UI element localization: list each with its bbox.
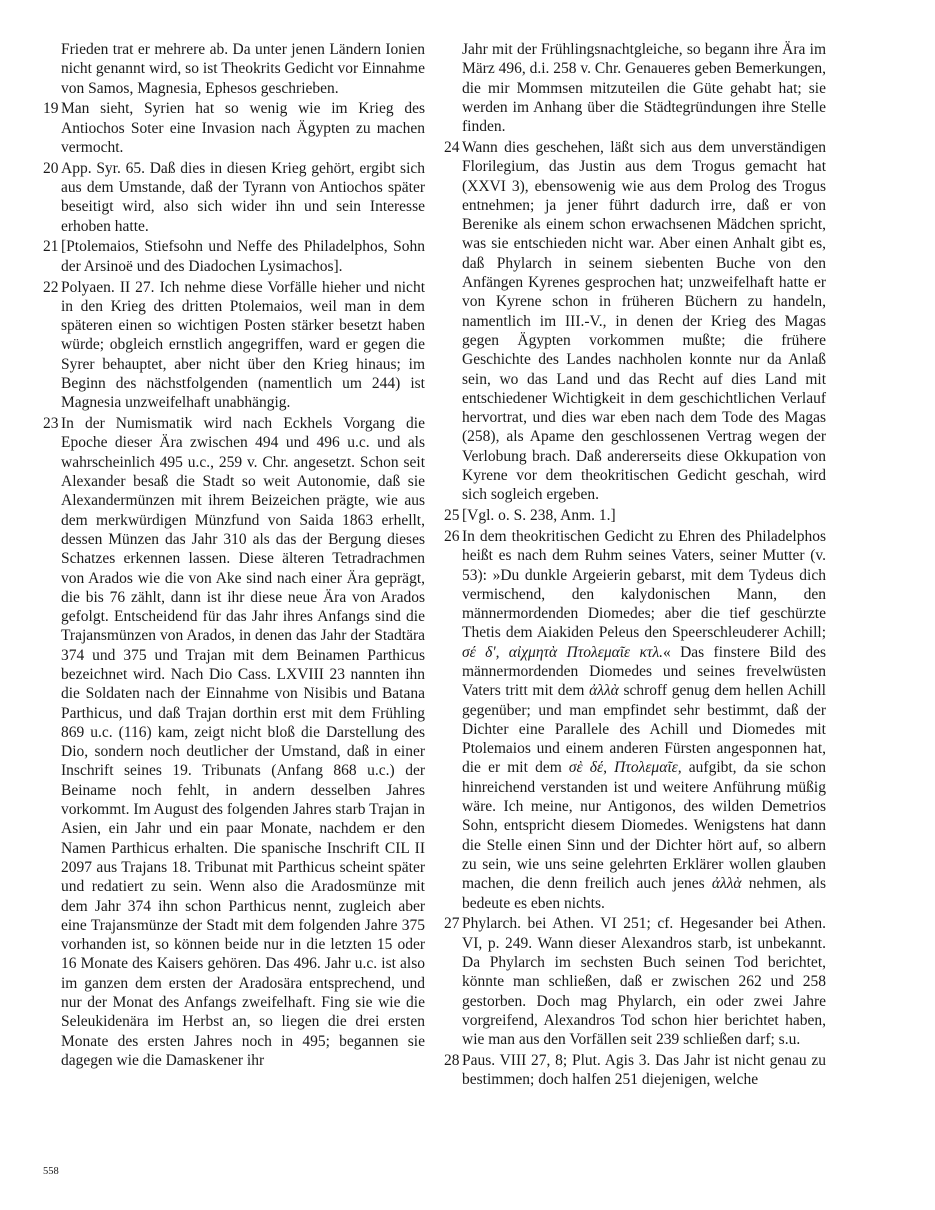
footnote-text: aufgibt, da sie schon hinreichend verstanden ist und weitere Anführung müßig wäre. Ich meine, nur Antigonos, des wilden Demetrios Sohn, entspricht diesem Diomedes. Wenigstens hat dann die Stelle einen Sinn und der Dichter hört auf, so albern zu sein, wie uns seine gelehrten Erklärer wollen glauben machen, die denn freilich auch jenes xyxy=(462,759,826,893)
footnote-text: [Vgl. o. S. 238, Anm. 1.] xyxy=(462,507,616,525)
page-number: 558 xyxy=(43,1166,59,1177)
left-column xyxy=(43,40,425,1072)
footnote-text: nehmen, als bedeute es eben nichts. xyxy=(462,875,826,912)
footnote-19 xyxy=(43,99,425,157)
footnote-number: 21 xyxy=(43,238,59,256)
footnote-number: 28 xyxy=(444,1051,460,1069)
footnote-text: Phylarch. bei Athen. VI 251; cf. Hegesander bei Athen. VI, p. 249. Wann dieser Alexandros starb, ist unbekannt. Da Phylarch im sechsten Buch seinen Tod berichtet, könnte man schließen, daß er zwischen 262 und 258 gestorben. Doch mag Phylarch, ein oder zwei Jahre vorgreifend, Alexandros Tod schon hier berichtet haben, wie man aus den Vorfällen seit 239 schließen darf; s.u. xyxy=(462,915,826,1049)
greek-word: ἀλλὰ xyxy=(589,682,619,700)
footnote-27 xyxy=(444,914,826,1049)
right-column xyxy=(444,40,826,1091)
footnote-number: 22 xyxy=(43,278,59,296)
footnote-text: Jahr mit der Frühlingsnachtgleiche, so begann ihre Ära im März 496, d.i. 258 v. Chr. Genaueres geben Bemerkungen, die mir Mommsen mitzuteilen die Güte gehabt hat; sie werden im Anhang über die Städtegründungen ihre Stelle finden. xyxy=(462,41,827,136)
footnote-text: Man sieht, Syrien hat so wenig wie im Krieg des Antiochos Soter eine Invasion nach Ägypten zu machen vermocht. xyxy=(61,100,425,156)
footnote-number: 27 xyxy=(444,915,460,933)
footnote-text: In dem theokritischen Gedicht zu Ehren des Philadelphos heißt es nach dem Ruhm seines Vaters, seiner Mutter (v. 53): »Du dunkle Argeierin gebarst, mit dem Tydeus dich vermischend, den kalydonischen Mann, den männermordenden Diomedes; aber die tief geschürzte Thetis dem Aiakiden Peleus den Speerschleuderer Achill; xyxy=(462,527,826,642)
footnote-text: [Ptolemaios, Stiefsohn und Neffe des Philadelphos, Sohn der Arsinoë und des Diadochen Lysimachos]. xyxy=(61,238,425,275)
footnote-21 xyxy=(43,237,425,276)
footnote-text: Polyaen. II 27. Ich nehme diese Vorfälle hieher und nicht in den Krieg des dritten Ptolemaios, weil man in dem späteren einen so wichtigen Posten stärker besetzt haben würde; obgleich ernstlich angegriffen, ward er gegen die Syrer behauptet, aber nicht über den Krieg hinaus; im Beginn des nächstfolgenden (namentlich um 244) ist Magnesia unzweifelhaft unabhängig. xyxy=(61,278,425,412)
footnote-continuation xyxy=(43,40,425,98)
footnote-text: Wann dies geschehen, läßt sich aus dem unverständigen Florilegium, das Justin aus dem Trogus gemacht hat (XXVI 3), ebensowenig wie aus dem Prolog des Trogus entnehmen; ja jener führt dadurch irre, daß er von Berenike als einem schon erwachsenen Mädchen spricht, was sie entschieden nicht war. Aber einen Anhalt gibt es, daß Phylarch in seinem siebenten Buche von den Anfängen Kyrenes gesprochen hat; unzweifelhaft hatte er von Kyrene schon in früheren Büchern zu handeln, namentlich im III.-V., in denen der Krieg des Magas gegen Ägypten vorkommen mußte; die frühere Geschichte des Landes nachholen konnte nur da Anlaß sein, wo das Land und das Recht auf dies Land mit entschiedener Wichtigkeit in dem geschichtlichen Verlauf hervortrat, und dies war eben nach dem Tode des Magas (258), als Apame den geschlossenen Vertrag wegen der Verlobung brach. Daß andererseits diese Okkupation von Kyrene vor dem theokritischen Gedicht geschah, wird sich sogleich ergeben. xyxy=(462,138,826,504)
footnote-text: Frieden trat er mehrere ab. Da unter jenen Ländern Ionien nicht genannt wird, so ist Theokrits Gedicht vor Einnahme von Samos, Magnesia, Ephesos geschrieben. xyxy=(61,41,425,97)
footnote-text: In der Numismatik wird nach Eckhels Vorgang die Epoche dieser Ära zwischen 494 und 496 u.c. und als wahrscheinlich 495 u.c., 259 v. Chr. angesetzt. Schon seit Alexander besaß die Stadt so weit Autonomie, daß sie Alexandermünzen mit ihrem Beizeichen prägte, wie aus dem merkwürdigen Münzfund von Saida 1863 erhellt, dessen Münzen das Jahr 310 als das der Bergung dieses Schatzes erkennen lassen. Diese älteren Tetradrachmen von Arados wie die von Ake sind nach einer Ära geprägt, die bis 76 zählt, dann ist ihr diese neue Ära von Arados gefolgt. Entscheidend für das Jahr ihres Anfangs sind die Trajansmünzen von Arados, in denen das Jahr der Stadtära 374 und 375 und Trajan mit dem Beinamen Parthicus bezeichnet wird. Nach Dio Cass. LXVIII 23 nannten ihn die Soldaten nach der Einnahme von Nisibis und Batana Parthicus, und daß Trajan dorthin erst mit dem Frühling 869 u.c. (116) kam, zeigt nicht bloß die Darstellung des Dio, sondern noch deutlicher der Umstand, daß in einer Inschrift seines 19. Tribunats (Anfang 868 u.c.) der Beiname noch fehlt, in andern desselben Jahres vorkommt. Im August des folgenden Jahres starb Trajan in Asien, ein Jahr und ein paar Monate, nachdem er den Namen Parthicus erhalten. Die spanische Inschrift CIL II 2097 aus Trajans 18. Tribunat mit Parthicus scheint später und redatiert zu sein. Wenn also die Aradosmünze mit dem Jahr 374 ihn schon Parthicus nennt, zugleich aber eine Trajansmünze der Stadt mit dem folgenden Jahre 375 vorhanden ist, so können beide nur in die letzten 15 oder 16 Monate des Kaisers gehören. Das 496. Jahr u.c. ist also im ganzen dem ersten der Aradosära entsprechend, und nur der Monat des Anfangs zweifelhaft. Fing sie wie die Seleukidenära im Herbst an, so liegen die drei ersten Monate des ersten Jahres noch in 495; begannen sie dagegen wie die Damaskener ihr xyxy=(61,415,425,1069)
footnote-26 xyxy=(444,527,826,913)
footnote-text: Paus. VIII 27, 8; Plut. Agis 3. Das Jahr ist nicht genau zu bestimmen; doch halfen 251 diejenigen, welche xyxy=(462,1051,826,1089)
footnote-text: App. Syr. 65. Daß dies in diesen Krieg gehört, ergibt sich aus dem Umstande, daß der Tyrann von Antiochos später beseitigt wird, also sich wider ihn und sein Interesse erhoben hatte. xyxy=(61,159,425,235)
greek-quote: σὲ δέ, Πτολεμαῖε, xyxy=(568,759,682,777)
footnote-22 xyxy=(43,278,425,413)
footnote-number: 26 xyxy=(444,527,460,545)
greek-quote: σέ δ', αἰχμητὰ Πτολεμαῖε κτλ. xyxy=(462,643,664,661)
footnote-23 xyxy=(43,414,425,1070)
footnote-number: 19 xyxy=(43,100,59,118)
footnote-number: 24 xyxy=(444,138,460,156)
footnote-28 xyxy=(444,1051,826,1090)
footnote-number: 20 xyxy=(43,159,59,177)
footnote-continuation xyxy=(444,40,826,136)
footnote-20 xyxy=(43,159,425,236)
greek-word: ἀλλὰ xyxy=(711,875,742,893)
footnote-text: « Das finstere Bild des männermordenden Diomedes und seines frevelwüsten Vaters tritt mit dem xyxy=(462,643,826,700)
footnote-24 xyxy=(444,138,826,505)
footnote-number: 25 xyxy=(444,507,460,525)
footnote-text: schroff genug dem hellen Achill gegenüber; und man empfindet sehr bestimmt, daß der Dichter eine Parallele des Achill und Diomedes mit Ptolemaios und einem anderen Fürsten angesponnen hat, die er mit dem xyxy=(462,682,826,777)
footnote-number: 23 xyxy=(43,415,59,433)
footnote-25 xyxy=(444,506,826,525)
